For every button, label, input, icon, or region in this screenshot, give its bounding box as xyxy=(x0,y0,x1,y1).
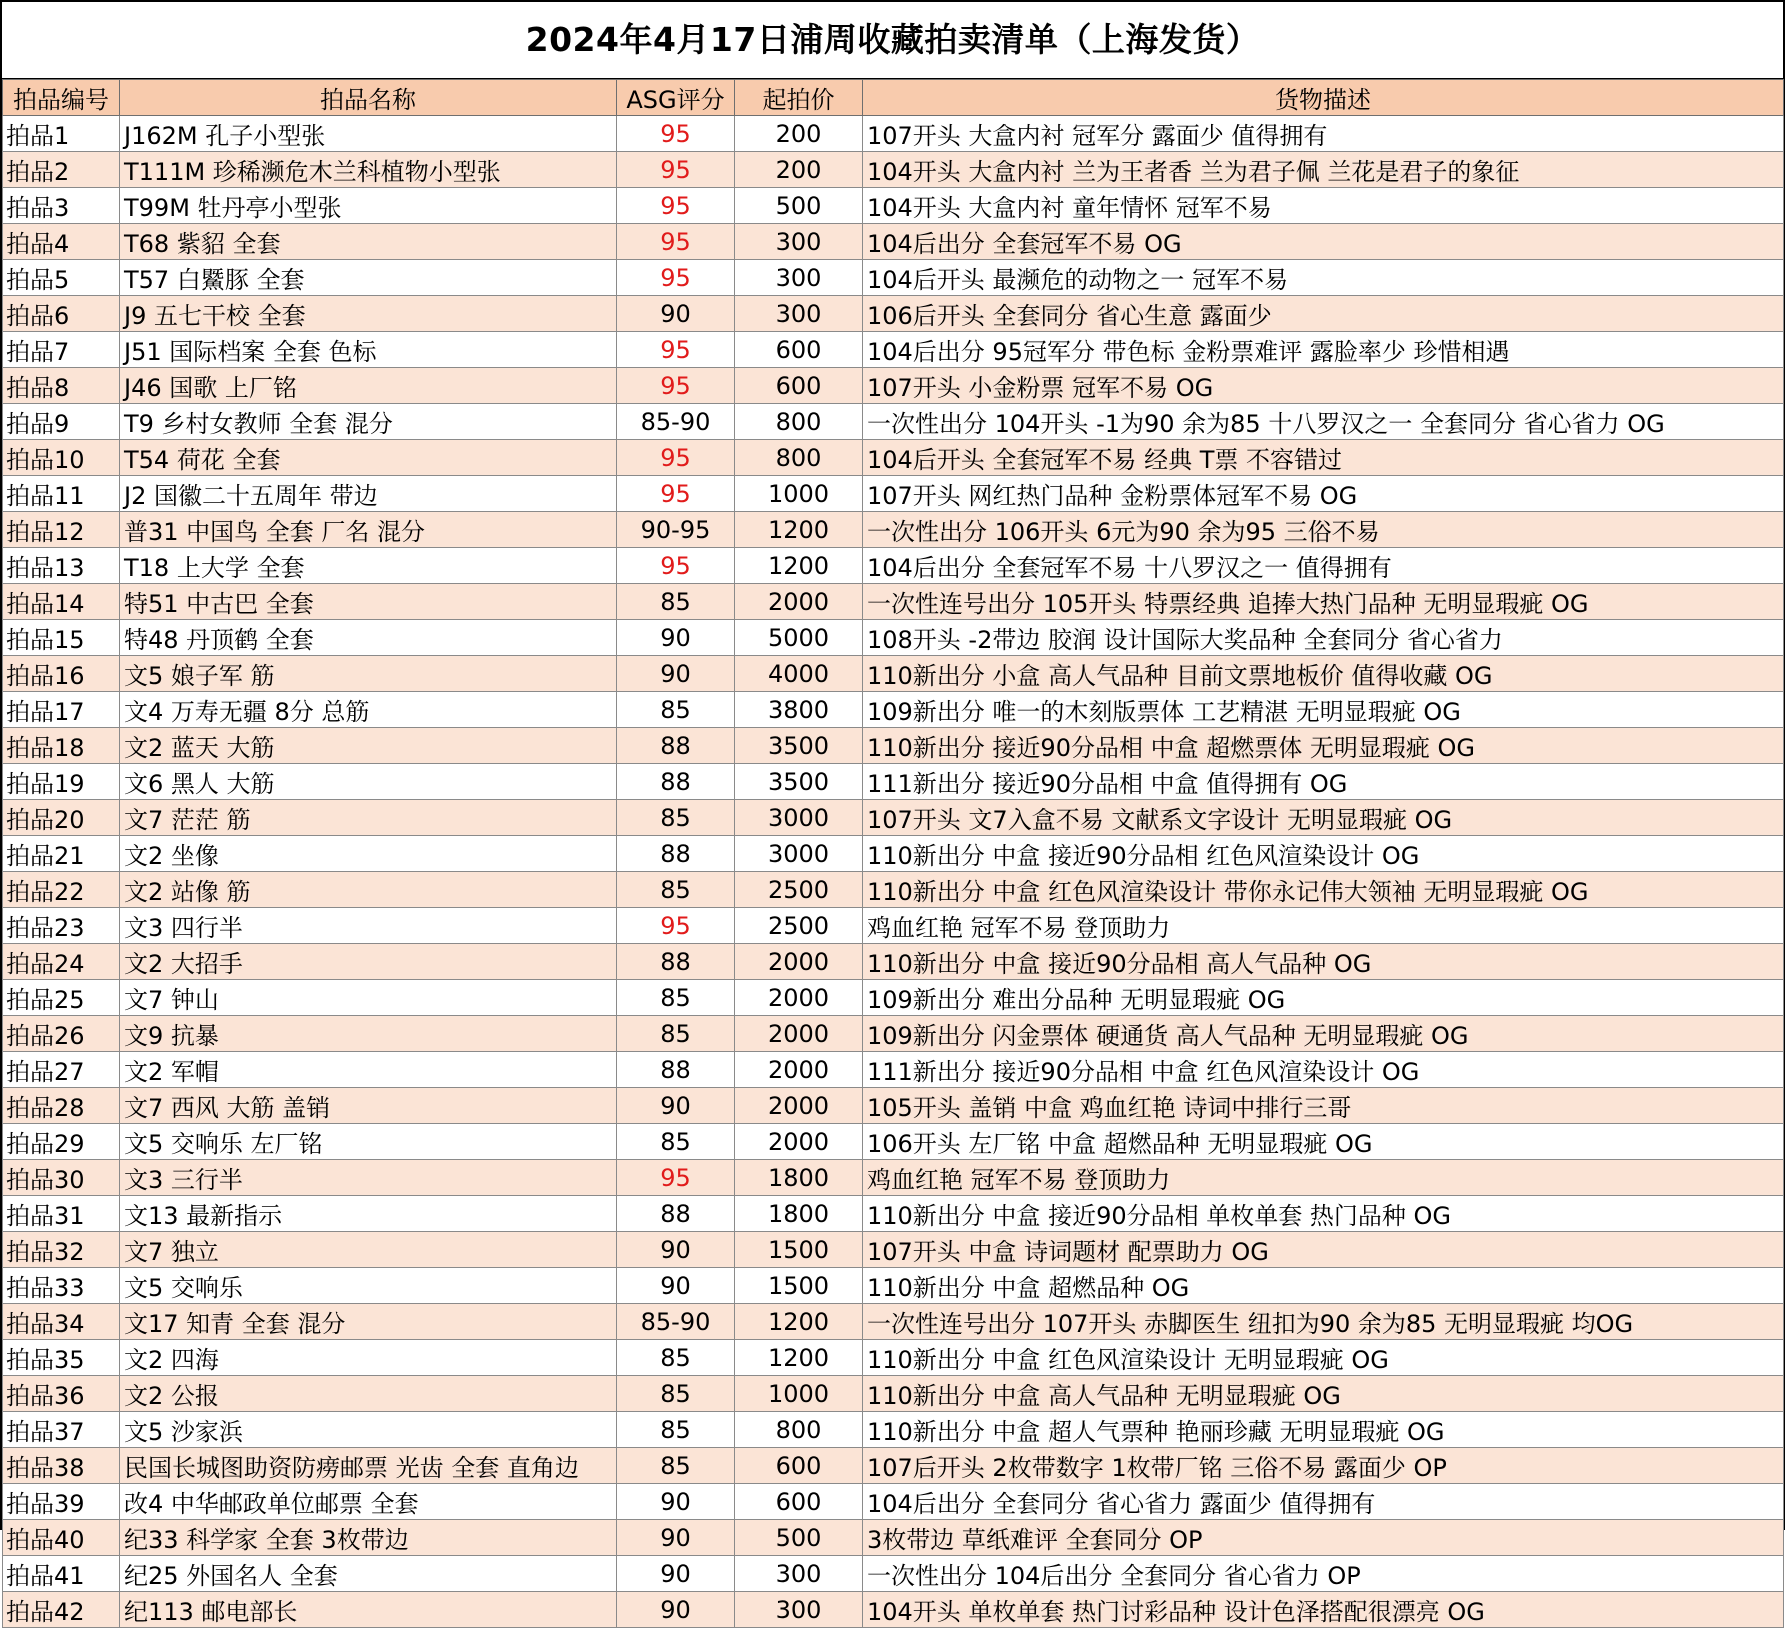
description-cell: 111新出分 接近90分品相 中盒 值得拥有 OG xyxy=(863,764,1784,800)
lot-number-cell: 拍品10 xyxy=(3,440,120,476)
table-row xyxy=(3,764,1784,800)
asg-score-cell: 88 xyxy=(617,728,735,764)
lot-number-cell: 拍品40 xyxy=(3,1520,120,1556)
description-cell: 一次性出分 104开头 -1为90 余为85 十八罗汉之一 全套同分 省心省力 OG xyxy=(863,404,1784,440)
table-row xyxy=(3,476,1784,512)
table-row xyxy=(3,800,1784,836)
start-price-cell: 1800 xyxy=(735,1196,863,1232)
start-price-cell: 600 xyxy=(735,368,863,404)
description-cell: 104开头 单枚单套 热门讨彩品种 设计色泽搭配很漂亮 OG xyxy=(863,1592,1784,1628)
description-cell: 一次性连号出分 105开头 特票经典 追捧大热门品种 无明显瑕疵 OG xyxy=(863,584,1784,620)
description-cell: 110新出分 中盒 超燃品种 OG xyxy=(863,1268,1784,1304)
asg-score-cell: 95 xyxy=(617,1160,735,1196)
description-cell: 106开头 左厂铭 中盒 超燃品种 无明显瑕疵 OG xyxy=(863,1124,1784,1160)
lot-name-cell: 文7 茫茫 筋 xyxy=(120,800,617,836)
table-row xyxy=(3,260,1784,296)
start-price-cell: 2000 xyxy=(735,1088,863,1124)
lot-number-cell: 拍品18 xyxy=(3,728,120,764)
table-row xyxy=(3,1304,1784,1340)
table-row xyxy=(3,1088,1784,1124)
start-price-cell: 2000 xyxy=(735,1124,863,1160)
asg-score-cell: 88 xyxy=(617,764,735,800)
lot-name-cell: J46 国歌 上厂铭 xyxy=(120,368,617,404)
description-cell: 110新出分 小盒 高人气品种 目前文票地板价 值得收藏 OG xyxy=(863,656,1784,692)
lot-number-cell: 拍品3 xyxy=(3,188,120,224)
description-cell: 109新出分 难出分品种 无明显瑕疵 OG xyxy=(863,980,1784,1016)
lot-name-cell: 纪33 科学家 全套 3枚带边 xyxy=(120,1520,617,1556)
lot-name-cell: J51 国际档案 全套 色标 xyxy=(120,332,617,368)
table-row xyxy=(3,1376,1784,1412)
start-price-cell: 300 xyxy=(735,1592,863,1628)
lot-name-cell: 文3 三行半 xyxy=(120,1160,617,1196)
asg-score-cell: 90 xyxy=(617,1088,735,1124)
table-row xyxy=(3,440,1784,476)
lot-name-cell: T99M 牡丹亭小型张 xyxy=(120,188,617,224)
lot-number-cell: 拍品9 xyxy=(3,404,120,440)
lot-name-cell: T68 紫貂 全套 xyxy=(120,224,617,260)
lot-name-cell: 文4 万寿无疆 8分 总筋 xyxy=(120,692,617,728)
lot-name-cell: 文2 蓝天 大筋 xyxy=(120,728,617,764)
table-row xyxy=(3,1124,1784,1160)
sheet-title: 2024年4月17日浦周收藏拍卖清单（上海发货） xyxy=(2,2,1783,79)
description-cell: 104后开头 最濒危的动物之一 冠军不易 xyxy=(863,260,1784,296)
table-row xyxy=(3,1448,1784,1484)
table-row xyxy=(3,404,1784,440)
lot-name-cell: 民国长城图助资防痨邮票 光齿 全套 直角边 xyxy=(120,1448,617,1484)
start-price-cell: 800 xyxy=(735,404,863,440)
start-price-cell: 3000 xyxy=(735,800,863,836)
lot-number-cell: 拍品30 xyxy=(3,1160,120,1196)
description-cell: 107开头 大盒内衬 冠军分 露面少 值得拥有 xyxy=(863,116,1784,152)
header-asg-score: ASG评分 xyxy=(617,80,735,116)
asg-score-cell: 95 xyxy=(617,440,735,476)
table-row xyxy=(3,1268,1784,1304)
table-row xyxy=(3,1052,1784,1088)
asg-score-cell: 95 xyxy=(617,152,735,188)
asg-score-cell: 88 xyxy=(617,836,735,872)
table-row xyxy=(3,332,1784,368)
lot-name-cell: T57 白鱀豚 全套 xyxy=(120,260,617,296)
description-cell: 3枚带边 草纸难评 全套同分 OP xyxy=(863,1520,1784,1556)
start-price-cell: 300 xyxy=(735,224,863,260)
table-row xyxy=(3,296,1784,332)
start-price-cell: 500 xyxy=(735,188,863,224)
start-price-cell: 1200 xyxy=(735,548,863,584)
table-row xyxy=(3,944,1784,980)
lot-number-cell: 拍品12 xyxy=(3,512,120,548)
table-row xyxy=(3,620,1784,656)
lot-number-cell: 拍品4 xyxy=(3,224,120,260)
lot-name-cell: 文6 黑人 大筋 xyxy=(120,764,617,800)
asg-score-cell: 88 xyxy=(617,1052,735,1088)
auction-table xyxy=(2,79,1784,1628)
start-price-cell: 200 xyxy=(735,116,863,152)
asg-score-cell: 85 xyxy=(617,1412,735,1448)
lot-name-cell: 纪25 外国名人 全套 xyxy=(120,1556,617,1592)
asg-score-cell: 90 xyxy=(617,620,735,656)
start-price-cell: 1500 xyxy=(735,1268,863,1304)
asg-score-cell: 95 xyxy=(617,548,735,584)
table-row xyxy=(3,512,1784,548)
asg-score-cell: 90 xyxy=(617,1268,735,1304)
start-price-cell: 300 xyxy=(735,260,863,296)
lot-name-cell: 特51 中古巴 全套 xyxy=(120,584,617,620)
table-row xyxy=(3,152,1784,188)
start-price-cell: 2000 xyxy=(735,980,863,1016)
table-row xyxy=(3,584,1784,620)
header-lot-name: 拍品名称 xyxy=(120,80,617,116)
lot-number-cell: 拍品17 xyxy=(3,692,120,728)
asg-score-cell: 90 xyxy=(617,296,735,332)
description-cell: 104开头 大盒内衬 童年情怀 冠军不易 xyxy=(863,188,1784,224)
lot-name-cell: T54 荷花 全套 xyxy=(120,440,617,476)
asg-score-cell: 95 xyxy=(617,368,735,404)
description-cell: 107开头 网红热门品种 金粉票体冠军不易 OG xyxy=(863,476,1784,512)
lot-number-cell: 拍品22 xyxy=(3,872,120,908)
asg-score-cell: 85 xyxy=(617,692,735,728)
lot-name-cell: J2 国徽二十五周年 带边 xyxy=(120,476,617,512)
description-cell: 110新出分 中盒 超人气票种 艳丽珍藏 无明显瑕疵 OG xyxy=(863,1412,1784,1448)
lot-number-cell: 拍品35 xyxy=(3,1340,120,1376)
asg-score-cell: 85 xyxy=(617,1124,735,1160)
table-row xyxy=(3,836,1784,872)
lot-number-cell: 拍品1 xyxy=(3,116,120,152)
start-price-cell: 800 xyxy=(735,1412,863,1448)
lot-name-cell: 文2 军帽 xyxy=(120,1052,617,1088)
start-price-cell: 1800 xyxy=(735,1160,863,1196)
table-row xyxy=(3,1160,1784,1196)
start-price-cell: 3800 xyxy=(735,692,863,728)
lot-name-cell: 文13 最新指示 xyxy=(120,1196,617,1232)
description-cell: 110新出分 中盒 接近90分品相 单枚单套 热门品种 OG xyxy=(863,1196,1784,1232)
lot-name-cell: 普31 中国鸟 全套 厂名 混分 xyxy=(120,512,617,548)
header-start-price: 起拍价 xyxy=(735,80,863,116)
lot-name-cell: J9 五七干校 全套 xyxy=(120,296,617,332)
asg-score-cell: 85 xyxy=(617,800,735,836)
lot-name-cell: 文9 抗暴 xyxy=(120,1016,617,1052)
asg-score-cell: 95 xyxy=(617,332,735,368)
table-row xyxy=(3,116,1784,152)
description-cell: 104后出分 全套同分 省心省力 露面少 值得拥有 xyxy=(863,1484,1784,1520)
asg-score-cell: 85 xyxy=(617,1340,735,1376)
start-price-cell: 1200 xyxy=(735,1340,863,1376)
description-cell: 107开头 中盒 诗词题材 配票助力 OG xyxy=(863,1232,1784,1268)
table-row xyxy=(3,908,1784,944)
start-price-cell: 1200 xyxy=(735,512,863,548)
lot-number-cell: 拍品28 xyxy=(3,1088,120,1124)
asg-score-cell: 95 xyxy=(617,476,735,512)
asg-score-cell: 95 xyxy=(617,260,735,296)
description-cell: 106后开头 全套同分 省心生意 露面少 xyxy=(863,296,1784,332)
asg-score-cell: 88 xyxy=(617,1196,735,1232)
description-cell: 104后开头 全套冠军不易 经典 T票 不容错过 xyxy=(863,440,1784,476)
description-cell: 110新出分 中盒 接近90分品相 红色风渲染设计 OG xyxy=(863,836,1784,872)
start-price-cell: 2500 xyxy=(735,908,863,944)
lot-name-cell: 文7 独立 xyxy=(120,1232,617,1268)
lot-name-cell: 文2 大招手 xyxy=(120,944,617,980)
lot-number-cell: 拍品24 xyxy=(3,944,120,980)
header-description: 货物描述 xyxy=(863,80,1784,116)
lot-number-cell: 拍品7 xyxy=(3,332,120,368)
start-price-cell: 300 xyxy=(735,296,863,332)
start-price-cell: 3500 xyxy=(735,728,863,764)
lot-name-cell: 特48 丹顶鹤 全套 xyxy=(120,620,617,656)
lot-name-cell: J162M 孔子小型张 xyxy=(120,116,617,152)
description-cell: 一次性出分 104后出分 全套同分 省心省力 OP xyxy=(863,1556,1784,1592)
table-row xyxy=(3,1196,1784,1232)
asg-score-cell: 90 xyxy=(617,1556,735,1592)
lot-name-cell: T18 上大学 全套 xyxy=(120,548,617,584)
description-cell: 104开头 大盒内衬 兰为王者香 兰为君子佩 兰花是君子的象征 xyxy=(863,152,1784,188)
lot-name-cell: 文17 知青 全套 混分 xyxy=(120,1304,617,1340)
lot-number-cell: 拍品33 xyxy=(3,1268,120,1304)
lot-number-cell: 拍品34 xyxy=(3,1304,120,1340)
description-cell: 107开头 文7入盒不易 文献系文字设计 无明显瑕疵 OG xyxy=(863,800,1784,836)
start-price-cell: 1200 xyxy=(735,1304,863,1340)
lot-name-cell: 文5 交响乐 左厂铭 xyxy=(120,1124,617,1160)
description-cell: 107后开头 2枚带数字 1枚带厂铭 三俗不易 露面少 OP xyxy=(863,1448,1784,1484)
asg-score-cell: 95 xyxy=(617,116,735,152)
table-row xyxy=(3,1412,1784,1448)
description-cell: 107开头 小金粉票 冠军不易 OG xyxy=(863,368,1784,404)
description-cell: 105开头 盖销 中盒 鸡血红艳 诗词中排行三哥 xyxy=(863,1088,1784,1124)
asg-score-cell: 95 xyxy=(617,224,735,260)
table-row xyxy=(3,872,1784,908)
asg-score-cell: 85 xyxy=(617,1016,735,1052)
lot-number-cell: 拍品41 xyxy=(3,1556,120,1592)
description-cell: 104后出分 全套冠军不易 OG xyxy=(863,224,1784,260)
lot-number-cell: 拍品26 xyxy=(3,1016,120,1052)
start-price-cell: 2500 xyxy=(735,872,863,908)
asg-score-cell: 85-90 xyxy=(617,404,735,440)
lot-number-cell: 拍品23 xyxy=(3,908,120,944)
lot-number-cell: 拍品29 xyxy=(3,1124,120,1160)
description-cell: 104后出分 95冠军分 带色标 金粉票难评 露脸率少 珍惜相遇 xyxy=(863,332,1784,368)
lot-number-cell: 拍品6 xyxy=(3,296,120,332)
asg-score-cell: 85 xyxy=(617,980,735,1016)
table-row xyxy=(3,1520,1784,1556)
table-row xyxy=(3,1340,1784,1376)
description-cell: 110新出分 中盒 红色风渲染设计 无明显瑕疵 OG xyxy=(863,1340,1784,1376)
lot-number-cell: 拍品42 xyxy=(3,1592,120,1628)
lot-name-cell: 文2 公报 xyxy=(120,1376,617,1412)
start-price-cell: 5000 xyxy=(735,620,863,656)
lot-number-cell: 拍品2 xyxy=(3,152,120,188)
start-price-cell: 1500 xyxy=(735,1232,863,1268)
lot-number-cell: 拍品37 xyxy=(3,1412,120,1448)
asg-score-cell: 90 xyxy=(617,1484,735,1520)
asg-score-cell: 95 xyxy=(617,908,735,944)
asg-score-cell: 90 xyxy=(617,1232,735,1268)
asg-score-cell: 90-95 xyxy=(617,512,735,548)
start-price-cell: 3500 xyxy=(735,764,863,800)
asg-score-cell: 90 xyxy=(617,1520,735,1556)
asg-score-cell: 90 xyxy=(617,1592,735,1628)
start-price-cell: 2000 xyxy=(735,944,863,980)
start-price-cell: 200 xyxy=(735,152,863,188)
lot-number-cell: 拍品16 xyxy=(3,656,120,692)
description-cell: 110新出分 中盒 红色风渲染设计 带你永记伟大领袖 无明显瑕疵 OG xyxy=(863,872,1784,908)
description-cell: 一次性出分 106开头 6元为90 余为95 三俗不易 xyxy=(863,512,1784,548)
table-row xyxy=(3,548,1784,584)
start-price-cell: 3000 xyxy=(735,836,863,872)
description-cell: 109新出分 唯一的木刻版票体 工艺精湛 无明显瑕疵 OG xyxy=(863,692,1784,728)
header-lot-number: 拍品编号 xyxy=(3,80,120,116)
table-row xyxy=(3,1484,1784,1520)
start-price-cell: 600 xyxy=(735,1448,863,1484)
lot-name-cell: 文5 交响乐 xyxy=(120,1268,617,1304)
start-price-cell: 800 xyxy=(735,440,863,476)
lot-number-cell: 拍品38 xyxy=(3,1448,120,1484)
lot-number-cell: 拍品13 xyxy=(3,548,120,584)
lot-name-cell: T111M 珍稀濒危木兰科植物小型张 xyxy=(120,152,617,188)
asg-score-cell: 90 xyxy=(617,656,735,692)
description-cell: 一次性连号出分 107开头 赤脚医生 纽扣为90 余为85 无明显瑕疵 均OG xyxy=(863,1304,1784,1340)
lot-number-cell: 拍品25 xyxy=(3,980,120,1016)
description-cell: 鸡血红艳 冠军不易 登顶助力 xyxy=(863,908,1784,944)
table-body xyxy=(3,116,1784,1628)
asg-score-cell: 85-90 xyxy=(617,1304,735,1340)
asg-score-cell: 95 xyxy=(617,188,735,224)
start-price-cell: 1000 xyxy=(735,476,863,512)
lot-number-cell: 拍品21 xyxy=(3,836,120,872)
header-row xyxy=(3,80,1784,116)
table-row xyxy=(3,692,1784,728)
start-price-cell: 600 xyxy=(735,1484,863,1520)
lot-number-cell: 拍品27 xyxy=(3,1052,120,1088)
start-price-cell: 2000 xyxy=(735,584,863,620)
asg-score-cell: 88 xyxy=(617,944,735,980)
table-row xyxy=(3,368,1784,404)
table-row xyxy=(3,656,1784,692)
lot-name-cell: 纪113 邮电部长 xyxy=(120,1592,617,1628)
table-row xyxy=(3,728,1784,764)
start-price-cell: 2000 xyxy=(735,1052,863,1088)
description-cell: 109新出分 闪金票体 硬通货 高人气品种 无明显瑕疵 OG xyxy=(863,1016,1784,1052)
table-row xyxy=(3,1232,1784,1268)
start-price-cell: 300 xyxy=(735,1556,863,1592)
lot-number-cell: 拍品19 xyxy=(3,764,120,800)
lot-number-cell: 拍品15 xyxy=(3,620,120,656)
table-row xyxy=(3,188,1784,224)
asg-score-cell: 85 xyxy=(617,872,735,908)
asg-score-cell: 85 xyxy=(617,1448,735,1484)
lot-name-cell: 文2 站像 筋 xyxy=(120,872,617,908)
description-cell: 104后出分 全套冠军不易 十八罗汉之一 值得拥有 xyxy=(863,548,1784,584)
description-cell: 110新出分 接近90分品相 中盒 超燃票体 无明显瑕疵 OG xyxy=(863,728,1784,764)
lot-number-cell: 拍品11 xyxy=(3,476,120,512)
lot-name-cell: 文5 娘子军 筋 xyxy=(120,656,617,692)
lot-name-cell: T9 乡村女教师 全套 混分 xyxy=(120,404,617,440)
lot-number-cell: 拍品39 xyxy=(3,1484,120,1520)
start-price-cell: 600 xyxy=(735,332,863,368)
lot-number-cell: 拍品8 xyxy=(3,368,120,404)
lot-number-cell: 拍品5 xyxy=(3,260,120,296)
lot-name-cell: 改4 中华邮政单位邮票 全套 xyxy=(120,1484,617,1520)
lot-number-cell: 拍品31 xyxy=(3,1196,120,1232)
lot-name-cell: 文3 四行半 xyxy=(120,908,617,944)
table-row xyxy=(3,224,1784,260)
description-cell: 110新出分 中盒 接近90分品相 高人气品种 OG xyxy=(863,944,1784,980)
start-price-cell: 1000 xyxy=(735,1376,863,1412)
table-row xyxy=(3,980,1784,1016)
lot-name-cell: 文2 坐像 xyxy=(120,836,617,872)
lot-number-cell: 拍品36 xyxy=(3,1376,120,1412)
lot-number-cell: 拍品20 xyxy=(3,800,120,836)
start-price-cell: 2000 xyxy=(735,1016,863,1052)
lot-name-cell: 文5 沙家浜 xyxy=(120,1412,617,1448)
lot-name-cell: 文2 四海 xyxy=(120,1340,617,1376)
lot-name-cell: 文7 钟山 xyxy=(120,980,617,1016)
description-cell: 鸡血红艳 冠军不易 登顶助力 xyxy=(863,1160,1784,1196)
table-row xyxy=(3,1016,1784,1052)
description-cell: 110新出分 中盒 高人气品种 无明显瑕疵 OG xyxy=(863,1376,1784,1412)
asg-score-cell: 85 xyxy=(617,584,735,620)
lot-number-cell: 拍品14 xyxy=(3,584,120,620)
description-cell: 108开头 -2带边 胶润 设计国际大奖品种 全套同分 省心省力 xyxy=(863,620,1784,656)
table-row xyxy=(3,1556,1784,1592)
start-price-cell: 500 xyxy=(735,1520,863,1556)
asg-score-cell: 85 xyxy=(617,1376,735,1412)
lot-name-cell: 文7 西风 大筋 盖销 xyxy=(120,1088,617,1124)
start-price-cell: 4000 xyxy=(735,656,863,692)
description-cell: 111新出分 接近90分品相 中盒 红色风渲染设计 OG xyxy=(863,1052,1784,1088)
table-row xyxy=(3,1592,1784,1628)
lot-number-cell: 拍品32 xyxy=(3,1232,120,1268)
